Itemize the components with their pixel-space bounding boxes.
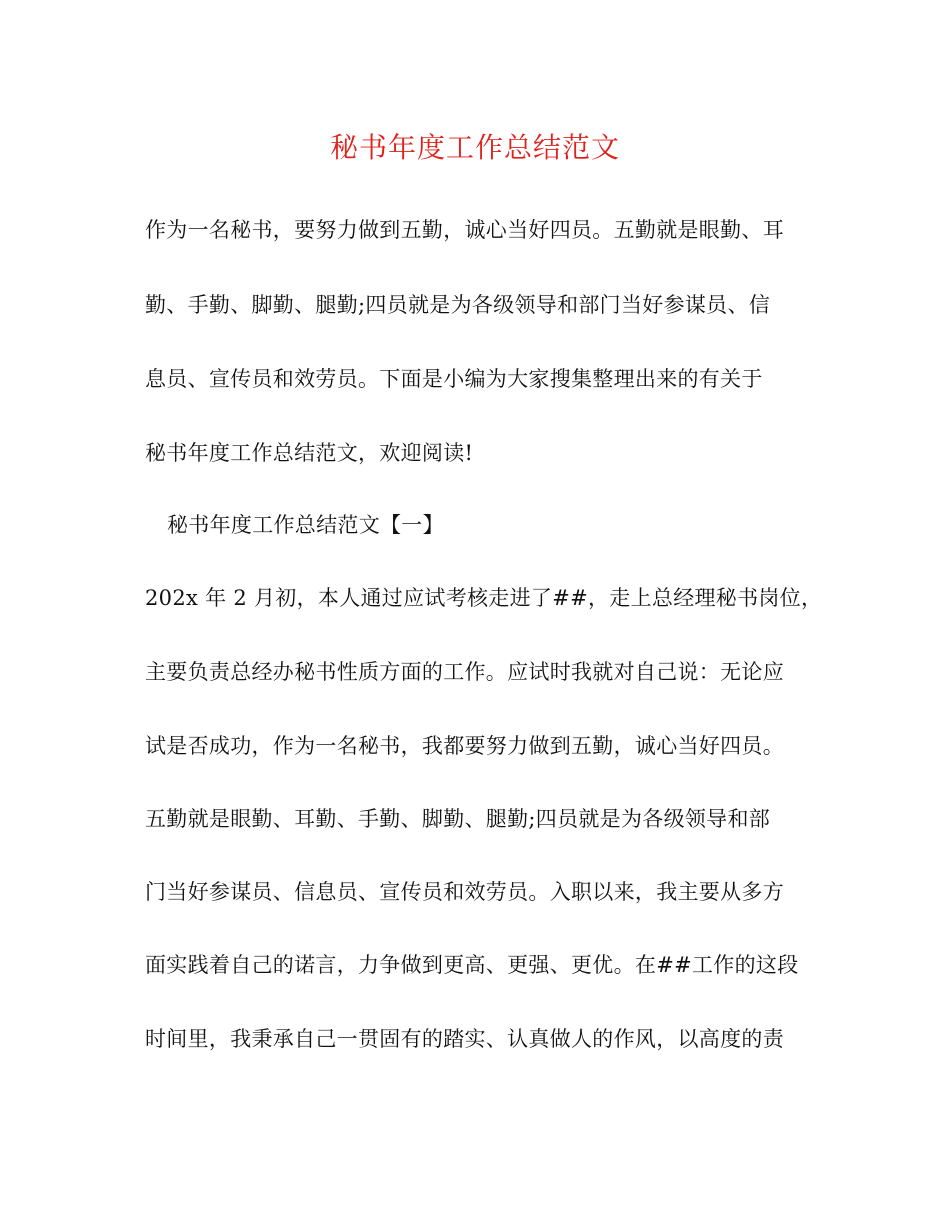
intro-line: 息员、宣传员和效劳员。下面是小编为大家搜集整理出来的有关于 [145, 367, 763, 391]
document-title: 秘书年度工作总结范文 [329, 131, 620, 164]
body-line: 202x 年 2 月初，本人通过应试考核走进了##，走上总经理秘书岗位， [145, 586, 823, 610]
body-line: 面实践着自己的诺言，力争做到更高、更强、更优。在##工作的这段 [145, 953, 799, 977]
body-line: 试是否成功，作为一名秘书，我都要努力做到五勤，诚心当好四员。 [145, 734, 784, 758]
intro-line: 勤、手勤、脚勤、腿勤;四员就是为各级领导和部门当好参谋员、信 [145, 293, 771, 317]
body-line: 时间里，我秉承自己一贯固有的踏实、认真做人的作风，以高度的责 [145, 1027, 784, 1051]
body-line: 门当好参谋员、信息员、宣传员和效劳员。入职以来，我主要从多方 [145, 880, 784, 904]
intro-line: 秘书年度工作总结范文，欢迎阅读! [145, 441, 474, 465]
body-line: 五勤就是眼勤、耳勤、手勤、脚勤、腿勤;四员就是为各级领导和部 [145, 807, 771, 831]
intro-line: 作为一名秘书，要努力做到五勤，诚心当好四员。五勤就是眼勤、耳 [145, 218, 784, 242]
section-heading: 秘书年度工作总结范文【一】 [167, 513, 444, 537]
body-line: 主要负责总经办秘书性质方面的工作。应试时我就对自己说：无论应 [145, 660, 784, 684]
